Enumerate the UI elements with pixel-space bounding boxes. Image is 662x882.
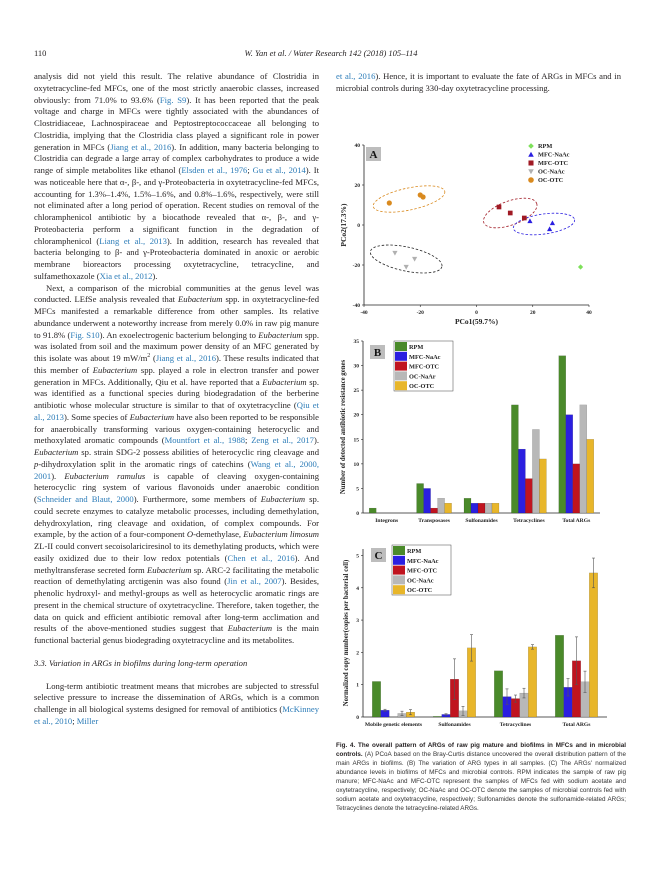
- caption-title: The overall pattern of ARGs of raw pig mature and biofilms in MFCs and in microbial controls.: [336, 742, 626, 758]
- bar: [464, 498, 471, 513]
- tick-label: 5: [356, 486, 359, 493]
- marker-diamond: [578, 264, 583, 269]
- tick-label: 0: [356, 715, 359, 721]
- ref-link[interactable]: Mountfort et al., 1988: [164, 435, 246, 446]
- tick-label: 20: [354, 183, 360, 189]
- italic-term: Eubacterium limosum: [243, 529, 319, 540]
- text: ).: [152, 270, 158, 281]
- italic-term: Eubacterium ramulus: [64, 470, 146, 481]
- text: ). It has been reported that the peak voltage and charge in MFCs were tightly associated with the abundances of Clostridiaceae, Lachnospiraceae and Peptostreptococcaceae all belonging to Clostridia, implying that the Clostridia class played a significant role in power generation in MFCs (: [34, 94, 320, 152]
- left-column: [34, 71, 319, 728]
- paragraph-clostridia: [34, 71, 319, 283]
- text: ). It was noticeable here that α-, β-, and γ-Proteobacteria in oxytetracycline-fed MFCs, accounting for 1.3%–1.4%, 1.5%–1.6%, and 0.8%–1.6%, respectively, were still not eliminated after a long period of operation. Recent studies on removal of the chloramphenicol antibiotic by a biocathode revealed that α-, β-, and γ-Proteobacteria perform a significant function in the degradation of chloramphenicol (: [34, 165, 319, 246]
- legend-label: MFC-NaAc: [409, 353, 441, 361]
- ref-link[interactable]: Zeng et al., 2017: [251, 435, 314, 446]
- caption-label: Fig. 4.: [336, 742, 356, 749]
- text: ;: [247, 165, 253, 175]
- ref-link[interactable]: Jin et al., 2007: [227, 576, 282, 587]
- legend-label: MFC-OTC: [538, 160, 569, 168]
- text: ). An exoelectrogenic bacterium belonging to: [99, 329, 259, 340]
- text: ).: [313, 435, 319, 446]
- legend-swatch: [393, 585, 405, 594]
- right-column: [336, 71, 621, 95]
- legend-swatch: [395, 352, 407, 361]
- italic-term: Eubacterium: [227, 623, 273, 634]
- bar: [424, 488, 431, 513]
- ref-link[interactable]: Chen et al., 2016: [227, 552, 295, 563]
- legend-swatch: [393, 566, 405, 575]
- bar: [372, 681, 381, 717]
- marker-triangle-up: [527, 218, 532, 223]
- legend-swatch: [393, 556, 405, 565]
- bar: [445, 503, 452, 513]
- bar: [494, 671, 503, 717]
- marker-triangle-down: [412, 257, 417, 262]
- bar: [539, 459, 546, 513]
- marker-square: [528, 160, 533, 165]
- cluster-ellipse: [512, 210, 576, 238]
- italic-term: Eubacterium: [129, 411, 175, 422]
- italic-term: Eubacterium: [34, 447, 79, 457]
- superscript: 2: [147, 353, 151, 360]
- text: analysis did not yield this result. The relative abundance of Clostridia in oxytetracycline-fed MFCs, one of the most strictly anaerobic classes, increased obviously: from 71.0% to 93.6% (: [34, 71, 319, 105]
- italic-term: Eubacterium: [92, 364, 138, 375]
- bar: [492, 503, 499, 513]
- bar: [431, 508, 438, 513]
- category-label: Sulfonamides: [438, 722, 471, 728]
- text: (: [150, 353, 156, 363]
- cluster-ellipse: [368, 240, 445, 279]
- cluster-ellipse: [371, 181, 447, 218]
- legend-label: OC-OTC: [407, 587, 433, 595]
- tick-label: 0: [356, 511, 359, 517]
- tick-label: 40: [354, 143, 360, 149]
- legend-label: MFC-OTC: [409, 363, 440, 371]
- text: sp. could secrete enzymes to catalyze metabolic processes, including demethylation, dehydroxylation, ring cleavage and oxidation, of complex compounds. For example, by the action of a four-component: [34, 494, 319, 540]
- panel-label: A: [369, 149, 378, 161]
- tick-label: 3: [356, 618, 359, 625]
- bar: [555, 635, 564, 717]
- paragraph-continuation: [336, 71, 621, 95]
- italic-term: p: [34, 458, 39, 469]
- legend-label: OC-NaAr: [409, 373, 436, 381]
- ref-link[interactable]: McKinney et al., 2010: [34, 704, 319, 726]
- legend-label: MFC-NaAc: [538, 151, 570, 159]
- marker-triangle-up: [528, 152, 534, 157]
- panel-c-normalized-abundance: [343, 545, 607, 728]
- text: sp. strain SDG-2 possess abilities of heterocyclic ring cleavage and: [78, 447, 319, 457]
- italic-term: Eubacterium: [260, 494, 306, 504]
- text: ). And methyltransferase secreted form: [34, 552, 319, 575]
- text: -demethylase,: [193, 529, 244, 540]
- text: ). Some species of: [63, 411, 130, 422]
- legend-label: OC-NaAc: [538, 168, 565, 176]
- legend-swatch: [395, 342, 407, 351]
- marker-triangle-down: [404, 265, 409, 270]
- category-label: Total ARGs: [562, 722, 591, 728]
- legend-swatch: [393, 546, 405, 555]
- panel-label: C: [374, 550, 383, 562]
- text: ). Besides, phenolic hydroxyl- and methyl-groups as well as heterocyclic aromatic rings are present in the chemical structure of oxytetracycline. Therefore, taken together, the data on quick and efficient antibiotic removal after long-term acclimation and results of the above-mentioned studies suggest that: [34, 576, 320, 634]
- text: spp. played a role in electron transfer and power generation in MFCs. Additionally, Qiu et al. have reported that a: [34, 364, 319, 387]
- ref-link[interactable]: et al., 2016: [336, 71, 376, 81]
- bar: [528, 647, 537, 717]
- legend-label: RPM: [538, 143, 553, 151]
- ref-link[interactable]: Jiang et al., 2016: [110, 141, 172, 152]
- text: sp. ARC-2 facilitating the metabolic reaction of demethylating arctigenin was also found (: [34, 564, 319, 587]
- bar: [369, 508, 376, 513]
- bar: [573, 464, 580, 513]
- tick-label: 35: [353, 339, 359, 345]
- bar: [511, 405, 518, 513]
- marker-triangle-down: [528, 169, 534, 174]
- tick-label: 0: [357, 223, 360, 229]
- text: ). In addition, many bacteria belonging to Clostridia can degrade a large array of complex carbohydrates to produce a wide range of simple metabolites like ethanol (: [34, 141, 319, 175]
- ref-link[interactable]: Schneider and Blaut, 2000: [36, 494, 134, 504]
- marker-circle: [528, 177, 534, 183]
- tick-label: 20: [530, 310, 536, 316]
- panel-a-pcoa: [339, 143, 592, 326]
- category-label: Sulfonamides: [465, 518, 498, 524]
- ref-link[interactable]: Wang et al., 2000, 2001: [34, 458, 319, 481]
- paragraph-eubacterium: [34, 283, 319, 647]
- italic-term: O: [186, 529, 194, 540]
- tick-label: 15: [353, 437, 359, 444]
- tick-label: -20: [352, 263, 360, 269]
- marker-triangle-up: [550, 220, 555, 225]
- tick-label: 30: [353, 363, 359, 370]
- panel-b-arg-counts: [340, 339, 600, 524]
- marker-circle: [387, 200, 392, 205]
- ref-link[interactable]: Qiu et al., 2013: [34, 400, 319, 422]
- italic-term: Eubacterium: [262, 376, 307, 387]
- section-heading: 3.3. Variation in ARGs in biofilms during long-term operation: [34, 657, 248, 668]
- bar: [433, 716, 442, 717]
- running-header: [0, 48, 662, 62]
- ref-link[interactable]: Fig. S10: [70, 329, 100, 340]
- bar: [525, 479, 532, 513]
- y-axis-label: Normalized copy number(copies per bacterial cell): [343, 559, 350, 707]
- legend-swatch: [395, 362, 407, 371]
- ref-link[interactable]: Elsden et al., 1976: [181, 165, 248, 175]
- bar: [518, 449, 525, 513]
- tick-label: 1: [356, 682, 359, 689]
- bar: [417, 484, 424, 513]
- ref-link[interactable]: Xia et al., 2012: [99, 270, 153, 281]
- ref-link[interactable]: Liang et al., 2013: [99, 235, 167, 246]
- figure-4: [336, 135, 636, 735]
- category-label: Transposases: [418, 518, 450, 524]
- text: ). Furthermore, some members of: [133, 494, 261, 504]
- text: ).: [51, 470, 65, 481]
- marker-triangle-down: [392, 251, 397, 256]
- tick-label: 25: [353, 388, 359, 395]
- journal-citation: W. Yan et al. / Water Research 142 (2018) 105–114: [244, 48, 418, 58]
- text: ). These results indicated that this member of: [34, 353, 319, 375]
- y-axis-label: PCo2(17.3%): [339, 203, 348, 247]
- italic-term: Eubacterium: [258, 329, 303, 340]
- text: have also been reported to be responsible for anaerobically transforming various oxygen-containing heterocyclic and methoxylated aromatic compounds (: [34, 411, 319, 446]
- figure-caption: [336, 741, 626, 813]
- category-label: Tetracyclines: [499, 722, 532, 728]
- bar: [532, 429, 539, 513]
- text: ). In addition, research has revealed that bacteria belonging to β- and γ-Proteobacteria dominated in anoxic or aerobic membrane bioreactors processing oxytetracycline, tetracycline, and sulfamethoxazole (: [34, 235, 319, 281]
- category-label: Mobile genetic elements: [364, 722, 423, 728]
- x-axis-label: PCo1(59.7%): [454, 317, 499, 326]
- italic-term: Eubacterium: [178, 294, 223, 305]
- italic-term: Eubacterium: [147, 564, 192, 575]
- legend-label: OC-OTC: [538, 177, 564, 185]
- bar: [580, 405, 587, 513]
- legend-label: MFC-OTC: [407, 567, 438, 575]
- tick-label: -40: [352, 303, 360, 309]
- text: spp. in oxytetracycline-fed MFCs manifested a remarkable difference from other samples. Its relative abundance underwent a noteworthy increase from merely 0.0% in raw pig manure to 91.8% (: [34, 294, 319, 340]
- tick-label: -40: [360, 310, 368, 316]
- text: ;: [72, 715, 77, 726]
- tick-label: 0: [475, 310, 478, 316]
- y-axis-label: Number of detected antibiotic resistance genes: [340, 359, 347, 495]
- tick-label: 20: [353, 412, 359, 419]
- panel-label: B: [373, 347, 382, 359]
- text: sp. was identified as a functional species during biodegradation of the berberine antibiotic whose molecular structure is similar to that of oxytetracycline (: [34, 376, 319, 410]
- caption-body: (A) PCoA based on the Bray-Curtis distance uncovered the overall distribution pattern of the main ARGs in biofilms. (B) The variation of ARG types in all samples. (C) The ARGs' normalized abundance levels in biofilms of MFCs and microbial controls. RPM indicates the sample of raw pig manure; MFC-NaAc and MFC-OTC represent the samples of MFCs fed with sodium acetate and oxytetracycline, respectively; OC-NaAc and OC-OTC denote the samples of microbial controls fed with sodium acetate and oxytetracycline, respectively; Sulfonamides denote the sulfonamide-related ARGs; Tetracyclines denote the tetracycline-related ARGs.: [336, 751, 626, 812]
- category-label: Integrons: [375, 518, 399, 524]
- marker-circle: [420, 194, 425, 199]
- ref-link[interactable]: Jiang et al., 2016: [155, 353, 216, 363]
- ref-link[interactable]: Fig. S9: [159, 94, 187, 105]
- text: ). Hence, it is important to evaluate the fate of ARGs in MFCs and in microbial controls during 330-day oxytetracycline processing.: [336, 71, 621, 93]
- bar: [559, 356, 566, 513]
- text: -dihydroxylation split in the aromatic rings of catechins (: [38, 458, 251, 469]
- text: Long-term antibiotic treatment means that microbes are subjected to stressful selective pressure to increase the dissemination of ARGs, which is a common challenge in all biological systems designed for removal of antibiotics (: [34, 680, 319, 714]
- bar: [471, 503, 478, 513]
- legend-swatch: [395, 381, 407, 390]
- tick-label: 40: [586, 310, 592, 316]
- bar: [589, 573, 598, 717]
- legend-label: MFC-NaAc: [407, 557, 439, 565]
- marker-triangle-up: [547, 226, 552, 231]
- ref-link[interactable]: Miller: [76, 715, 99, 726]
- tick-label: -20: [416, 310, 424, 316]
- legend-label: RPM: [409, 344, 424, 351]
- legend-label: RPM: [407, 548, 422, 555]
- tick-label: 10: [353, 461, 359, 468]
- legend-label: OC-OTC: [409, 383, 435, 391]
- tick-label: 2: [356, 650, 359, 657]
- text: spp. was isolated from soil and the maximum power density of an MFC generated by this isolate was about 19 mW/m: [34, 329, 319, 363]
- marker-square: [508, 211, 513, 216]
- marker-diamond: [528, 143, 534, 149]
- category-label: Tetracyclines: [513, 518, 545, 524]
- marker-square: [522, 216, 527, 221]
- category-label: Total ARGs: [562, 518, 591, 524]
- text: is capable of cleaving oxygen-containing heterocyclic ring system of various flavonoids under anaerobic condition (: [34, 470, 319, 504]
- paragraph-args: [34, 681, 319, 728]
- text: ;: [245, 435, 252, 446]
- bar: [438, 498, 445, 513]
- bar: [478, 503, 485, 513]
- bar: [566, 415, 573, 513]
- page-number: 110: [34, 48, 47, 58]
- tick-label: 5: [356, 553, 359, 560]
- tick-label: 4: [356, 585, 359, 592]
- legend-swatch: [395, 371, 407, 380]
- bar: [587, 439, 594, 513]
- text: Next, a comparison of the microbial communities at the genus level was conducted. LEfSe analysis revealed that: [34, 282, 319, 305]
- legend-label: OC-NaAc: [407, 577, 434, 585]
- marker-square: [497, 205, 502, 210]
- text: ZL-II could convert secoisolariciresinol to its demethylating products, which were easily oxidized due to their low redox potentials (: [34, 541, 319, 563]
- text: is the main functional bacterial genus biodegrading oxytetracycline and its metabolites.: [34, 623, 319, 645]
- ref-link[interactable]: Gu et al., 2014: [252, 165, 306, 175]
- legend-swatch: [393, 575, 405, 584]
- bar: [485, 503, 492, 513]
